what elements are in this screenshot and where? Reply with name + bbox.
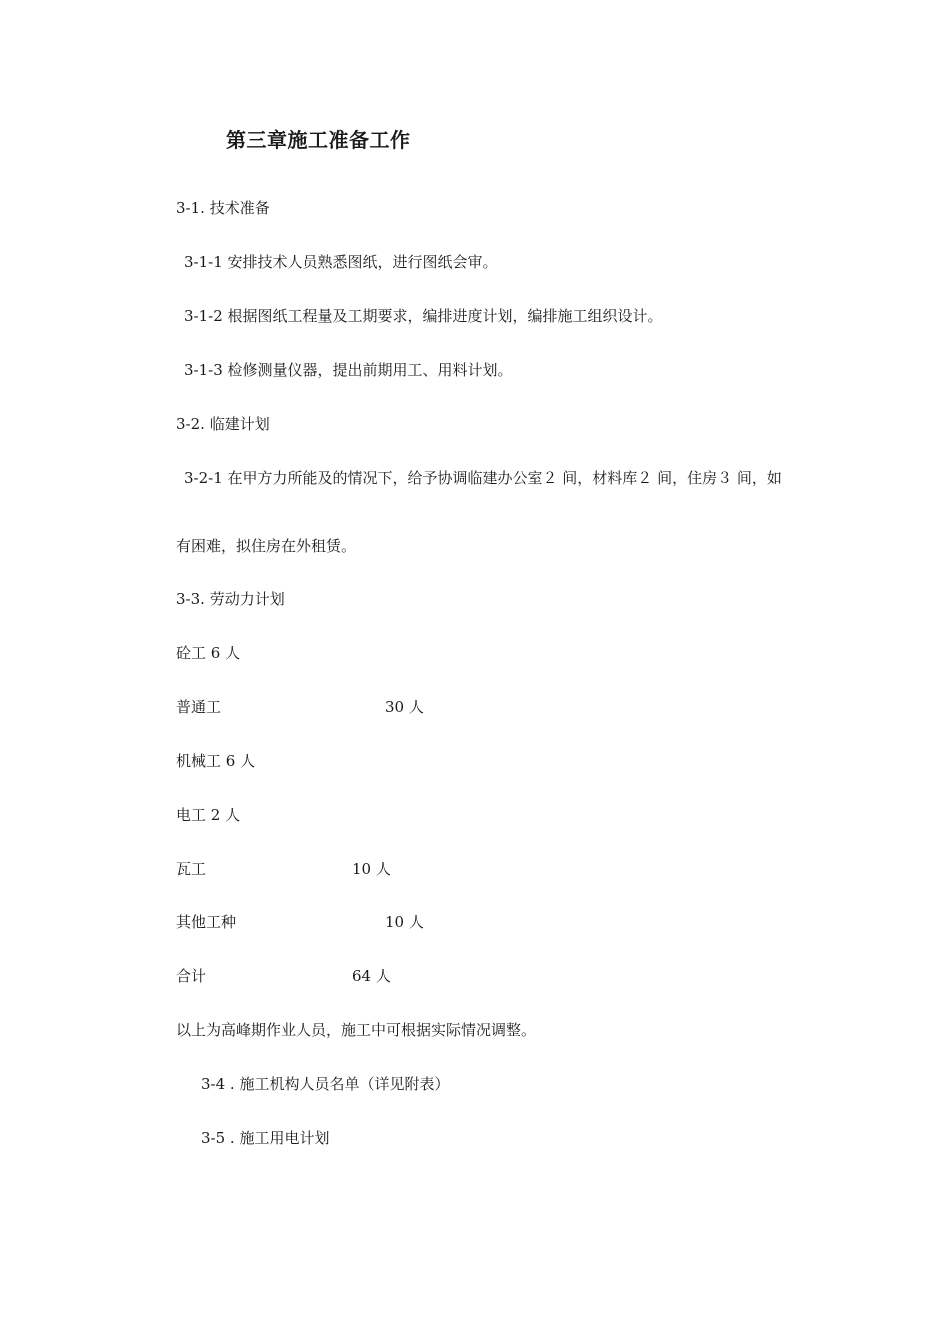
labor-count: 64 人: [352, 967, 391, 985]
paragraph-3-2-1-line1: 3-2-1 在甲方力所能及的情况下，给予协调临建办公室２ 间，材料库２ 间，住房３ 间，如: [184, 469, 782, 487]
labor-row: [176, 965, 391, 986]
paragraph-3-2-1-line2: 有困难，拟住房在外租赁。: [176, 537, 357, 555]
labor-count: 30 人: [385, 698, 424, 716]
labor-row: [176, 804, 240, 825]
labor-trade: 瓦工: [176, 860, 207, 878]
labor-trade: 普通工: [176, 698, 222, 716]
paragraph-3-1-1: 3-1-1 安排技术人员熟悉图纸，进行图纸会审。: [184, 253, 498, 271]
labor-count: 10 人: [385, 913, 424, 931]
section-heading-3-3: 3-3. 劳动力计划: [176, 590, 285, 608]
labor-trade: 其他工种: [176, 913, 237, 931]
section-heading-3-4: 3-4 . 施工机构人员名单（详见附表）: [201, 1075, 450, 1093]
paragraph-3-1-3: 3-1-3 检修测量仪器，提出前期用工、用料计划。: [184, 361, 513, 379]
labor-note: 以上为高峰期作业人员，施工中可根据实际情况调整。: [176, 1021, 537, 1039]
labor-row: [176, 750, 255, 771]
labor-trade: 合计: [176, 967, 207, 985]
chapter-title: 第三章施工准备工作: [226, 128, 411, 152]
labor-trade: 电工 2 人: [176, 806, 241, 824]
labor-trade: 机械工 6 人: [176, 752, 256, 770]
section-heading-3-1: 3-1. 技术准备: [176, 199, 270, 217]
labor-trade: 砼工 6 人: [176, 644, 241, 662]
labor-row: [176, 911, 424, 932]
paragraph-3-1-2: 3-1-2 根据图纸工程量及工期要求，编排进度计划，编排施工组织设计。: [184, 307, 663, 325]
labor-row: [176, 642, 240, 663]
section-heading-3-2: 3-2. 临建计划: [176, 415, 270, 433]
section-heading-3-5: 3-5 . 施工用电计划: [201, 1129, 330, 1147]
labor-row: [176, 858, 391, 879]
labor-count: 10 人: [352, 860, 391, 878]
labor-row: [176, 696, 424, 717]
